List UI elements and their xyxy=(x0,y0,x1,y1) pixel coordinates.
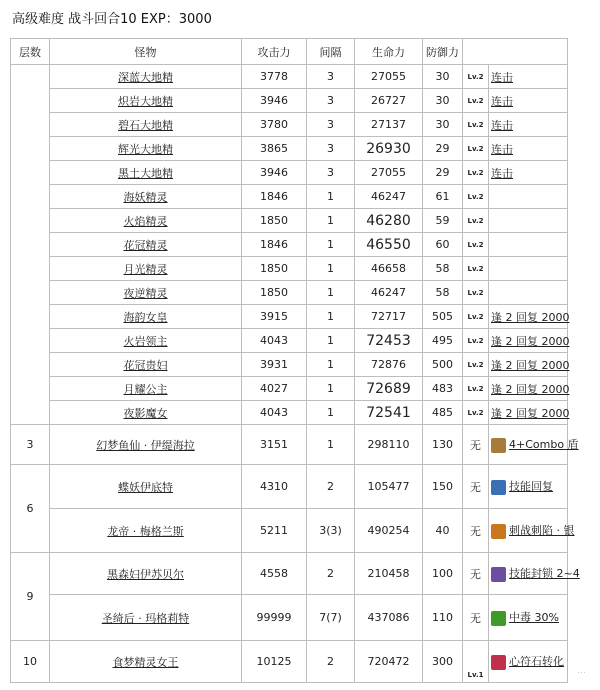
hp-value: 26930 xyxy=(355,137,423,161)
hp-value: 72717 xyxy=(355,305,423,329)
table-row xyxy=(11,353,568,377)
attack-value: 4043 xyxy=(242,329,307,353)
interval-value: 1 xyxy=(307,209,355,233)
skill-label: 逢 2 回复 2000 xyxy=(491,382,570,396)
interval-value: 1 xyxy=(307,377,355,401)
level-badge: Lv.2 xyxy=(463,161,489,185)
monster-name[interactable]: 龙帝 · 梅格兰斯 xyxy=(50,509,242,553)
skill-label: 中毒 30% xyxy=(509,611,559,625)
monster-name[interactable]: 黑土大地精 xyxy=(50,161,242,185)
hp-value: 437086 xyxy=(355,595,423,641)
skill-cell[interactable] xyxy=(489,553,580,595)
attack-value: 4043 xyxy=(242,401,307,425)
interval-value: 2 xyxy=(307,641,355,683)
hp-value: 210458 xyxy=(355,553,423,595)
col-interval: 间隔 xyxy=(307,39,355,65)
skill-label: 心符石转化 xyxy=(509,655,564,669)
interval-value: 3 xyxy=(307,89,355,113)
interval-value: 3 xyxy=(307,137,355,161)
floor-cell: 6 xyxy=(11,465,50,553)
defense-value: 100 xyxy=(423,553,463,595)
skill-cell[interactable] xyxy=(489,641,568,683)
table-row xyxy=(11,137,568,161)
table-row xyxy=(11,595,568,641)
attack-value: 3778 xyxy=(242,65,307,89)
skill-cell[interactable] xyxy=(489,377,568,401)
monster-name[interactable]: 圣绮后 · 玛格莉特 xyxy=(50,595,242,641)
skill-cell[interactable] xyxy=(489,305,568,329)
skill-cell xyxy=(489,281,568,305)
interval-value: 1 xyxy=(307,425,355,465)
level-badge: Lv.2 xyxy=(463,137,489,161)
table-row xyxy=(11,65,568,89)
col-monster: 怪物 xyxy=(50,39,242,65)
table-row xyxy=(11,329,568,353)
skill-label: 逢 2 回复 2000 xyxy=(491,334,570,348)
defense-value: 483 xyxy=(423,377,463,401)
shield-combo-icon xyxy=(491,438,506,453)
table-row xyxy=(11,257,568,281)
hp-value: 46247 xyxy=(355,185,423,209)
defense-value: 30 xyxy=(423,65,463,89)
monster-table xyxy=(10,38,580,683)
skill-cell[interactable] xyxy=(489,353,568,377)
monster-name[interactable]: 辉光大地精 xyxy=(50,137,242,161)
monster-name[interactable]: 火焰精灵 xyxy=(50,209,242,233)
hp-value: 46658 xyxy=(355,257,423,281)
interval-value: 1 xyxy=(307,281,355,305)
attack-value: 3151 xyxy=(242,425,307,465)
interval-value: 1 xyxy=(307,185,355,209)
level-badge: Lv.2 xyxy=(463,281,489,305)
table-row xyxy=(11,401,568,425)
skill-cell[interactable] xyxy=(489,509,575,553)
attack-value: 10125 xyxy=(242,641,307,683)
table-row xyxy=(11,89,568,113)
col-attack: 攻击力 xyxy=(242,39,307,65)
monster-name[interactable]: 蝶妖伊底特 xyxy=(50,465,242,509)
level-badge: Lv.2 xyxy=(463,377,489,401)
interval-value: 3 xyxy=(307,161,355,185)
level-badge: Lv.2 xyxy=(463,401,489,425)
monster-name[interactable]: 花冠贵妇 xyxy=(50,353,242,377)
skill-cell xyxy=(489,257,568,281)
interval-value: 1 xyxy=(307,257,355,281)
skill-label: 逢 2 回复 2000 xyxy=(491,310,570,324)
table-row xyxy=(11,185,568,209)
skill-cell[interactable] xyxy=(489,161,568,185)
col-defense: 防御力 xyxy=(423,39,463,65)
interval-value: 7(7) xyxy=(307,595,355,641)
attack-value: 99999 xyxy=(242,595,307,641)
skill-label: 连击 xyxy=(491,142,513,156)
hp-value: 72541 xyxy=(355,401,423,425)
defense-value: 40 xyxy=(423,509,463,553)
interval-value: 1 xyxy=(307,401,355,425)
defense-value: 30 xyxy=(423,113,463,137)
attack-value: 3780 xyxy=(242,113,307,137)
skill-cell[interactable] xyxy=(489,595,568,641)
hp-value: 105477 xyxy=(355,465,423,509)
monster-name[interactable]: 海韵女皇 xyxy=(50,305,242,329)
hp-value: 46280 xyxy=(355,209,423,233)
table-row xyxy=(11,305,568,329)
skill-cell[interactable] xyxy=(489,113,568,137)
level-badge: Lv.2 xyxy=(463,209,489,233)
level-badge: 无 xyxy=(463,465,489,509)
monster-name[interactable]: 月光精灵 xyxy=(50,257,242,281)
attack-value: 4027 xyxy=(242,377,307,401)
level-badge: Lv.2 xyxy=(463,257,489,281)
level-badge: Lv.2 xyxy=(463,353,489,377)
monster-name[interactable]: 火岩领主 xyxy=(50,329,242,353)
skill-label: 连击 xyxy=(491,166,513,180)
table-row xyxy=(11,377,568,401)
attack-value: 4310 xyxy=(242,465,307,509)
hp-value: 298110 xyxy=(355,425,423,465)
interval-value: 1 xyxy=(307,233,355,257)
skill-cell[interactable] xyxy=(489,89,568,113)
level-badge: Lv.2 xyxy=(463,65,489,89)
level-badge: 无 xyxy=(463,509,489,553)
skill-cell[interactable] xyxy=(489,65,568,89)
skill-cell xyxy=(489,233,568,257)
interval-value: 2 xyxy=(307,553,355,595)
skill-label: 技能封锁 2~4 xyxy=(509,567,580,581)
level-badge: 无 xyxy=(463,595,489,641)
attack-value: 3946 xyxy=(242,161,307,185)
hp-value: 72876 xyxy=(355,353,423,377)
heart-stone-icon xyxy=(491,655,506,670)
hp-value: 46247 xyxy=(355,281,423,305)
defense-value: 29 xyxy=(423,137,463,161)
attack-value: 3931 xyxy=(242,353,307,377)
skill-label: 连击 xyxy=(491,118,513,132)
page-title: 高级难度 战斗回合10 EXP：3000 xyxy=(12,12,212,27)
monster-name[interactable]: 幻梦鱼仙 · 伊缇海拉 xyxy=(50,425,242,465)
attack-value: 3915 xyxy=(242,305,307,329)
skill-label: 逢 2 回复 2000 xyxy=(491,358,570,372)
level-badge: Lv.2 xyxy=(463,185,489,209)
hp-value: 27137 xyxy=(355,113,423,137)
defense-value: 300 xyxy=(423,641,463,683)
attack-value: 4558 xyxy=(242,553,307,595)
col-floor: 层数 xyxy=(11,39,50,65)
skill-cell[interactable] xyxy=(489,137,568,161)
hp-value: 72453 xyxy=(355,329,423,353)
interval-value: 3 xyxy=(307,65,355,89)
table-row xyxy=(11,209,568,233)
attack-value: 3946 xyxy=(242,89,307,113)
table-row xyxy=(11,113,568,137)
floor-cell: 3 xyxy=(11,425,50,465)
defense-value: 29 xyxy=(423,161,463,185)
skill-cell[interactable] xyxy=(489,465,568,509)
level-badge: Lv.2 xyxy=(463,113,489,137)
skill-label: 4+Combo 盾 xyxy=(509,438,579,452)
interval-value: 1 xyxy=(307,305,355,329)
monster-name[interactable]: 深蓝大地精 xyxy=(50,65,242,89)
attack-value: 1846 xyxy=(242,233,307,257)
attack-value: 3865 xyxy=(242,137,307,161)
floor-cell: 9 xyxy=(11,553,50,641)
monster-name[interactable]: 月耀公主 xyxy=(50,377,242,401)
monster-name[interactable]: 海妖精灵 xyxy=(50,185,242,209)
hp-value: 490254 xyxy=(355,509,423,553)
hp-value: 72689 xyxy=(355,377,423,401)
hp-value: 27055 xyxy=(355,65,423,89)
interval-value: 3(3) xyxy=(307,509,355,553)
hp-value: 46550 xyxy=(355,233,423,257)
table-header-row xyxy=(11,39,568,65)
defense-value: 59 xyxy=(423,209,463,233)
col-skill xyxy=(463,39,568,65)
hp-value: 27055 xyxy=(355,161,423,185)
monster-name[interactable]: 食梦精灵女王 xyxy=(50,641,242,683)
interval-value: 2 xyxy=(307,465,355,509)
interval-value: 3 xyxy=(307,113,355,137)
table-row xyxy=(11,425,568,465)
table-row xyxy=(11,553,568,595)
skill-lock-icon xyxy=(491,567,506,582)
level-badge: 无 xyxy=(463,553,489,595)
skill-cell[interactable] xyxy=(489,425,579,465)
hp-value: 720472 xyxy=(355,641,423,683)
attack-value: 1850 xyxy=(242,209,307,233)
monster-name[interactable]: 夜逆精灵 xyxy=(50,281,242,305)
skill-label: 连击 xyxy=(491,94,513,108)
defense-value: 505 xyxy=(423,305,463,329)
skill-restore-icon xyxy=(491,480,506,495)
monster-name[interactable]: 炽岩大地精 xyxy=(50,89,242,113)
monster-name[interactable]: 黑森妇伊苏贝尔 xyxy=(50,553,242,595)
skill-cell[interactable] xyxy=(489,329,568,353)
skill-label: 逢 2 回复 2000 xyxy=(491,406,570,420)
col-hp: 生命力 xyxy=(355,39,423,65)
monster-name[interactable]: 花冠精灵 xyxy=(50,233,242,257)
defense-value: 500 xyxy=(423,353,463,377)
defense-value: 58 xyxy=(423,281,463,305)
skill-cell[interactable] xyxy=(489,401,568,425)
interval-value: 1 xyxy=(307,329,355,353)
skill-label: 连击 xyxy=(491,70,513,84)
table-row xyxy=(11,465,568,509)
table-row xyxy=(11,641,568,683)
floor-cell xyxy=(11,65,50,425)
skill-label: 技能回复 xyxy=(509,480,553,494)
attack-value: 1850 xyxy=(242,281,307,305)
monster-name[interactable]: 碧石大地精 xyxy=(50,113,242,137)
defense-value: 30 xyxy=(423,89,463,113)
defense-value: 485 xyxy=(423,401,463,425)
floor-cell: 10 xyxy=(11,641,50,683)
skill-cell xyxy=(489,185,568,209)
level-badge: 无 xyxy=(463,425,489,465)
level-badge: Lv.2 xyxy=(463,329,489,353)
attack-value: 5211 xyxy=(242,509,307,553)
attack-value: 1846 xyxy=(242,185,307,209)
table-row xyxy=(11,509,568,553)
poison-icon xyxy=(491,611,506,626)
skill-label: 刺战刺陷 · 银 xyxy=(509,524,575,538)
defense-value: 495 xyxy=(423,329,463,353)
hp-value: 26727 xyxy=(355,89,423,113)
defense-value: 60 xyxy=(423,233,463,257)
attack-value: 1850 xyxy=(242,257,307,281)
level-badge: Lv.2 xyxy=(463,89,489,113)
watermark: … xyxy=(577,666,586,676)
interval-value: 1 xyxy=(307,353,355,377)
battle-trap-icon xyxy=(491,524,506,539)
table-row xyxy=(11,281,568,305)
table-row xyxy=(11,161,568,185)
level-badge: Lv.2 xyxy=(463,233,489,257)
skill-cell xyxy=(489,209,568,233)
defense-value: 130 xyxy=(423,425,463,465)
defense-value: 61 xyxy=(423,185,463,209)
monster-name[interactable]: 夜影魔女 xyxy=(50,401,242,425)
defense-value: 110 xyxy=(423,595,463,641)
level-badge: Lv.2 xyxy=(463,305,489,329)
defense-value: 150 xyxy=(423,465,463,509)
defense-value: 58 xyxy=(423,257,463,281)
table-row xyxy=(11,233,568,257)
level-badge: Lv.1 xyxy=(463,641,489,683)
